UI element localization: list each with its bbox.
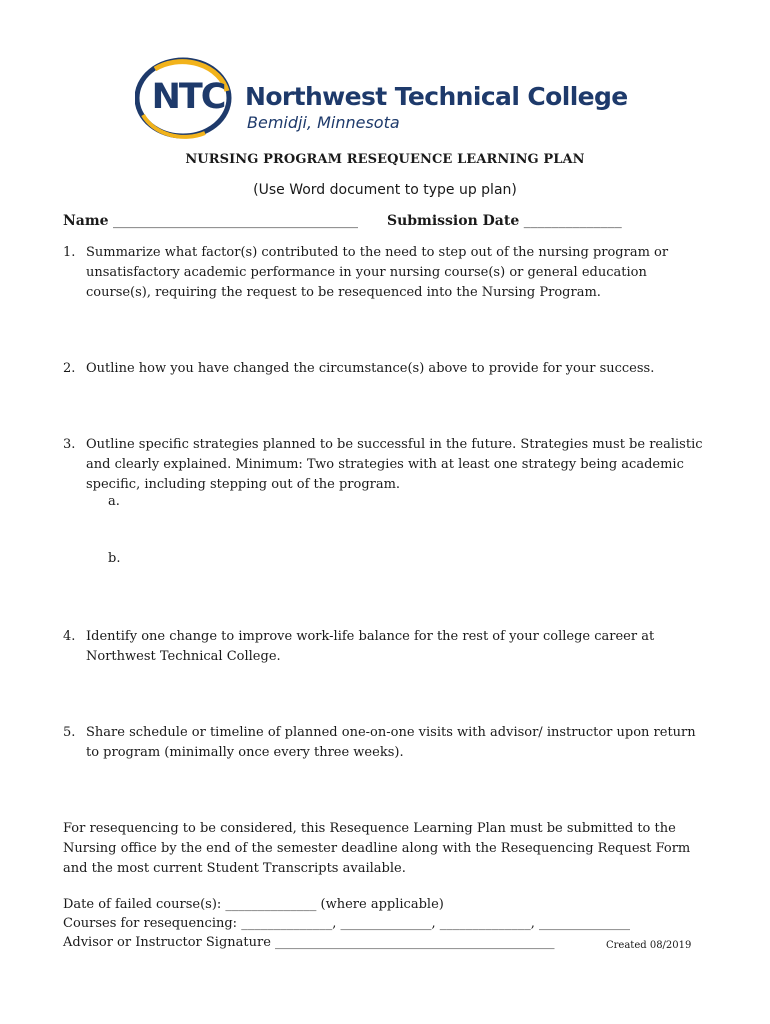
college-logo [135, 57, 635, 139]
submission-date-field[interactable]: ______________ [523, 213, 622, 229]
failed-course-date-line: Date of failed course(s): ______________ (where applicable) [63, 897, 444, 912]
document-subtitle: (Use Word document to type up plan) [253, 182, 517, 198]
submission-date-label: Submission Date [386, 213, 520, 229]
question-number: 3. [63, 437, 76, 452]
name-label: Name [63, 213, 109, 229]
question-number: 4. [63, 629, 76, 644]
question-2 [63, 359, 703, 379]
courses-resequencing-line: Courses for resequencing: ______________, ______________, ______________, ______________ [63, 916, 630, 931]
question-5 [63, 723, 703, 763]
sub-item-b: b. [108, 551, 121, 566]
name-field[interactable]: ___________________________________ [113, 213, 359, 229]
logo-college-name: Northwest Technical College [245, 82, 628, 111]
question-3 [63, 435, 703, 495]
question-4 [63, 627, 703, 667]
question-text: Summarize what factor(s) contributed to the need to step out of the nursing program or unsatisfactory academic performance in your nursing course(s) or general education course(s), requiring the request to be resequenced into the Nursing Program. [86, 245, 669, 300]
name-submission-row [63, 213, 622, 229]
submission-instructions: For resequencing to be considered, this Resequence Learning Plan must be submitted to the Nursing office by the end of the semester deadline along with the Resequencing Request Form and the most current Student Transcripts available. [63, 821, 691, 876]
question-1 [63, 243, 703, 303]
document-title: NURSING PROGRAM RESEQUENCE LEARNING PLAN [185, 152, 585, 167]
question-text: Outline how you have changed the circumstance(s) above to provide for your success. [86, 361, 655, 376]
logo-emblem-text: NTC [151, 77, 225, 117]
question-number: 1. [63, 245, 76, 260]
logo-city: Bemidji, Minnesota [247, 113, 400, 132]
question-number: 5. [63, 725, 76, 740]
question-text: Outline specific strategies planned to be successful in the future. Strategies must be realistic and clearly explained. Minimum: Two strategies with at least one strategy being academic specific, including stepping out of the program. [86, 437, 703, 492]
question-number: 2. [63, 361, 76, 376]
sub-item-a: a. [108, 494, 120, 509]
question-text: Identify one change to improve work-life balance for the rest of your college career at Northwest Technical College. [86, 629, 655, 664]
created-date: Created 08/2019 [606, 940, 692, 951]
question-text: Share schedule or timeline of planned one-on-one visits with advisor/ instructor upon return to program (minimally once every three weeks). [86, 725, 696, 760]
signature-line: Advisor or Instructor Signature ___________________________________________ [63, 935, 555, 950]
